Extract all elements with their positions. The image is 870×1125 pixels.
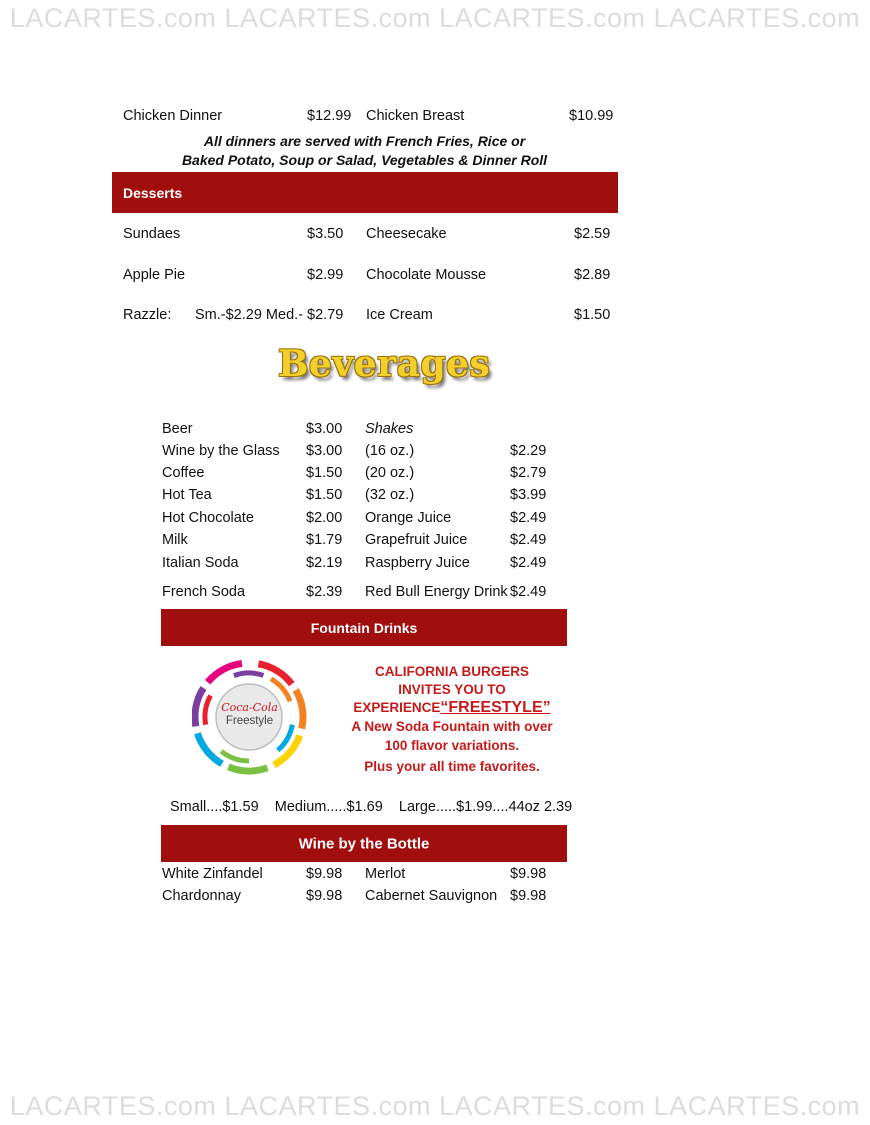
promo-line-experience [338,698,566,717]
dinner-note-line2: Baked Potato, Soup or Salad, Vegetables & Dinner Roll [181,152,548,168]
menu-item-price: $2.79 [510,465,547,481]
promo-freestyle: “FREESTYLE” [440,699,551,716]
menu-item-price: $10.99 [569,108,614,124]
menu-item-price: $2.79 [307,307,344,323]
fountain-drinks-header [161,609,567,646]
fountain-drinks-header-label: Fountain Drinks [310,619,418,636]
menu-item-name: Chardonnay [162,888,241,904]
freestyle-logo-text: Freestyle [225,715,274,727]
menu-item-name: French Soda [162,584,246,600]
menu-item-price: $2.29 [510,443,547,459]
menu-item-name: Chicken Dinner [123,108,223,124]
menu-item-price: $2.19 [306,555,343,571]
menu-item-price: $2.89 [574,267,611,283]
menu-item-price: $2.00 [306,510,343,526]
menu-item-name: Hot Chocolate [162,510,254,526]
menu-item-name: Raspberry Juice [365,555,470,571]
menu-item-name: (20 oz.) [365,465,415,481]
menu-item-name: Ice Cream [366,307,433,323]
menu-item-name: Milk [162,532,188,548]
menu-item-price: $2.49 [510,555,547,571]
menu-item-name: Red Bull Energy Drink [365,584,508,600]
menu-item-name: Coffee [162,465,205,481]
promo-line: CALIFORNIA BURGERS [375,664,529,679]
menu-item-price: $3.50 [307,226,344,242]
freestyle-logo [192,660,307,775]
menu-item-name: Merlot [365,866,406,882]
watermark-top: LACARTES.com LACARTES.com LACARTES.com LACARTES.com [9,3,861,33]
menu-item-name: (16 oz.) [365,443,415,459]
menu-item-price: $1.50 [306,465,343,481]
menu-item-name: Italian Soda [162,555,239,571]
menu-item-price: $9.98 [306,866,343,882]
desserts-header [112,172,618,213]
promo-line: Plus your all time favorites. [364,759,540,774]
menu-item-price: $2.49 [510,510,547,526]
promo-line: A New Soda Fountain with over [351,719,553,734]
menu-item-price: $9.98 [510,866,547,882]
menu-item-price: $12.99 [307,108,352,124]
shakes-label: Shakes [365,421,414,437]
menu-item-name: Beer [162,421,193,437]
menu-item-price: $9.98 [510,888,547,904]
menu-item-name: Razzle: [123,307,172,323]
wine-bottle-header [161,825,567,862]
coca-cola-logo-text: Coca-Cola [221,701,278,714]
promo-experience: EXPERIENCE [353,700,441,715]
menu-item-price: $2.99 [307,267,344,283]
menu-item-name: Hot Tea [162,487,212,503]
menu-item-price: $2.39 [306,584,343,600]
menu-item-name: White Zinfandel [162,866,263,882]
razzle-sizes: Sm.-$2.29 Med.- [195,307,303,323]
dinner-note-line1: All dinners are served with French Fries, Rice or [203,133,526,149]
menu-item-name: Grapefruit Juice [365,532,468,548]
menu-item-name: Apple Pie [123,267,186,283]
menu-item-price: $1.50 [306,487,343,503]
menu-item-price: $3.00 [306,421,343,437]
wine-bottle-header-label: Wine by the Bottle [298,835,430,852]
menu-item-price: $3.99 [510,487,547,503]
menu-item-name: (32 oz.) [365,487,415,503]
menu-item-price: $2.59 [574,226,611,242]
menu-item-name: Orange Juice [365,510,452,526]
desserts-header-label: Desserts [123,184,183,201]
menu-item-price: $1.50 [574,307,611,323]
menu-item-name: Sundaes [123,226,181,242]
menu-item-price: $3.00 [306,443,343,459]
fountain-sizes: Small....$1.59 Medium.....$1.69 Large.....$1.99....44oz 2.39 [170,799,573,815]
menu-item-name: Cheesecake [366,226,447,242]
menu-item-price: $9.98 [306,888,343,904]
menu-item-name: Wine by the Glass [162,443,280,459]
promo-line: 100 flavor variations. [384,738,520,753]
promo-line: INVITES YOU TO [398,682,506,697]
menu-item-name: Chicken Breast [366,108,465,124]
menu-item-name: Chocolate Mousse [366,267,487,283]
watermark-bottom: LACARTES.com LACARTES.com LACARTES.com LACARTES.com [9,1091,861,1121]
beverages-title: Beverages [278,343,491,385]
menu-item-price: $2.49 [510,532,547,548]
menu-item-name: Cabernet Sauvignon [365,888,498,904]
menu-item-price: $2.49 [510,584,547,600]
menu-item-price: $1.79 [306,532,343,548]
